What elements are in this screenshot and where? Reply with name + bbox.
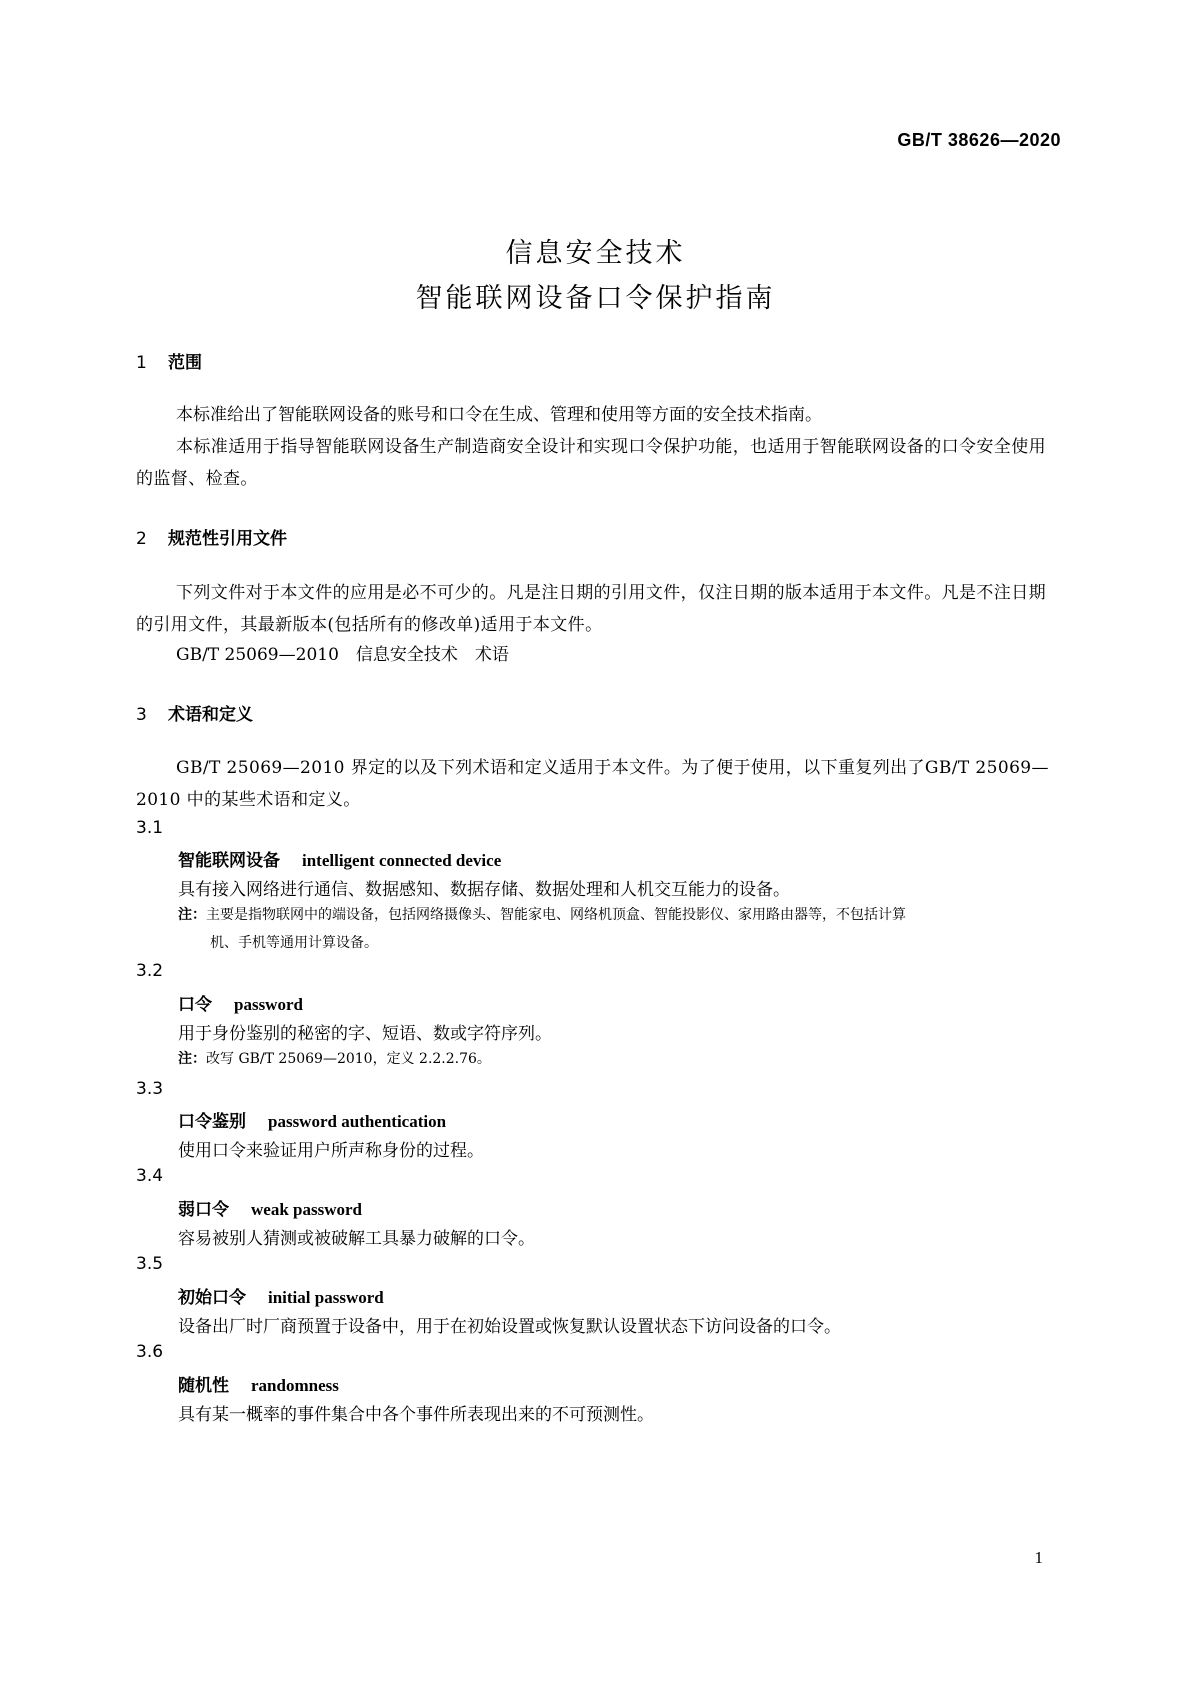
paragraph-text: 下列文件对于本文件的应用是必不可少的。凡是注日期的引用文件，仅注日期的版本适用于本文件。凡是不注日期的引用文件，其最新版本(包括所有的修改单)适用于本文件。 <box>136 583 1046 635</box>
section-title: 术语和定义 <box>168 705 253 725</box>
term-english: intelligent connected device <box>302 851 502 870</box>
clause-number: 3.2 <box>136 961 164 981</box>
section-heading-terms-and-definitions <box>136 700 253 725</box>
term-chinese: 口令 <box>178 995 212 1015</box>
term-definition: 用于身份鉴别的秘密的字、短语、数或字符序列。 <box>178 1024 552 1044</box>
section-number: 3 <box>136 705 147 725</box>
normative-reference-item: GB/T 25069—2010 信息安全技术 术语 <box>176 645 509 665</box>
term-entry <box>178 1283 384 1308</box>
term-english: password <box>234 995 303 1014</box>
section-number: 1 <box>136 353 147 373</box>
term-definition: 具有某一概率的事件集合中各个事件所表现出来的不可预测性。 <box>178 1405 654 1425</box>
term-entry <box>178 1107 446 1132</box>
term-english: weak password <box>251 1200 362 1219</box>
term-entry <box>178 990 303 1015</box>
note-label: 注： <box>178 1051 206 1067</box>
term-entry <box>178 1371 339 1396</box>
term-chinese: 随机性 <box>178 1376 229 1396</box>
scope-paragraph-1 <box>136 399 1055 431</box>
paragraph-text: 本标准给出了智能联网设备的账号和口令在生成、管理和使用等方面的安全技术指南。 <box>176 405 822 425</box>
clause-number: 3.3 <box>136 1079 164 1099</box>
note-text: 改写 GB/T 25069—2010，定义 2.2.2.76。 <box>206 1051 491 1067</box>
term-english: randomness <box>251 1376 339 1395</box>
paragraph-text: 本标准适用于指导智能联网设备生产制造商安全设计和实现口令保护功能，也适用于智能联网设备的口令安全使用的监督、检查。 <box>136 437 1046 489</box>
term-entry <box>178 846 501 871</box>
term-english: password authentication <box>268 1112 447 1131</box>
term-note <box>178 1045 1056 1073</box>
section-heading-normative-references <box>136 524 287 549</box>
note-text-continued: 机、手机等通用计算设备。 <box>210 935 378 951</box>
terms-intro-paragraph <box>136 752 1055 816</box>
clause-number: 3.1 <box>136 818 164 838</box>
term-entry <box>178 1195 362 1220</box>
term-definition: 设备出厂时厂商预置于设备中，用于在初始设置或恢复默认设置状态下访问设备的口令。 <box>178 1317 841 1337</box>
term-english: initial password <box>268 1288 384 1307</box>
scope-paragraph-2 <box>136 431 1055 495</box>
section-heading-scope <box>136 348 202 373</box>
note-label: 注： <box>178 907 206 923</box>
term-note <box>178 901 1056 957</box>
paragraph-text: GB/T 25069—2010 界定的以及下列术语和定义适用于本文件。为了便于使用，以下重复列出了GB/T 25069—2010 中的某些术语和定义。 <box>136 758 1049 810</box>
page-number: 1 <box>1034 1548 1043 1567</box>
clause-number: 3.4 <box>136 1166 164 1186</box>
term-definition: 容易被别人猜测或被破解工具暴力破解的口令。 <box>178 1229 535 1249</box>
section-number: 2 <box>136 529 147 549</box>
term-chinese: 智能联网设备 <box>178 851 280 871</box>
term-definition: 使用口令来验证用户所声称身份的过程。 <box>178 1141 484 1161</box>
section-title: 规范性引用文件 <box>168 529 287 549</box>
clause-number: 3.5 <box>136 1254 164 1274</box>
document-title-line1: 信息安全技术 <box>505 238 686 269</box>
section-title: 范围 <box>168 353 202 373</box>
normative-paragraph <box>136 577 1055 641</box>
standard-number: GB/T 38626—2020 <box>897 130 1061 150</box>
term-chinese: 初始口令 <box>178 1288 246 1308</box>
document-title-line2: 智能联网设备口令保护指南 <box>415 283 776 314</box>
term-chinese: 弱口令 <box>178 1200 229 1220</box>
term-chinese: 口令鉴别 <box>178 1112 246 1132</box>
note-text: 主要是指物联网中的端设备，包括网络摄像头、智能家电、网络机顶盒、智能投影仪、家用路由器等，不包括计算 <box>206 907 906 923</box>
clause-number: 3.6 <box>136 1342 164 1362</box>
term-definition: 具有接入网络进行通信、数据感知、数据存储、数据处理和人机交互能力的设备。 <box>178 880 790 900</box>
